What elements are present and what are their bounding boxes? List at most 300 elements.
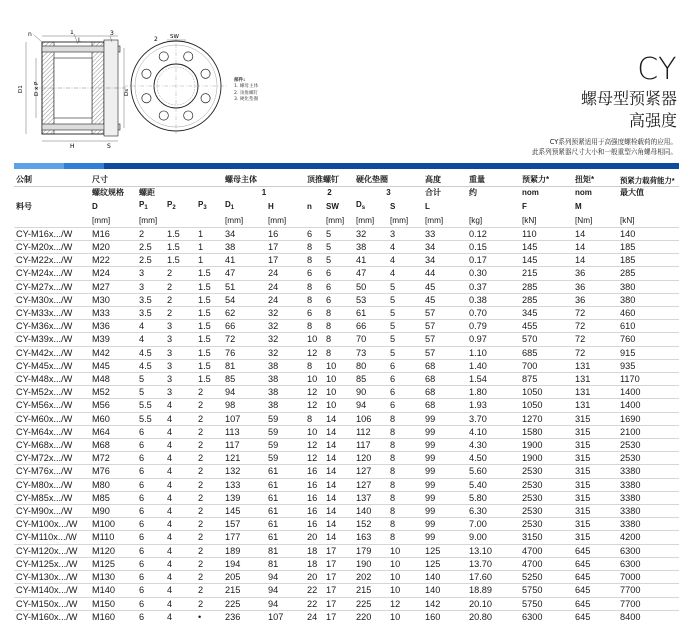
table-cell: 107 (266, 610, 305, 623)
table-cell: 6 (388, 399, 423, 412)
part-number-cell: CY-M68x.../W (14, 439, 90, 452)
hdr-bolt-num: 2 (327, 188, 332, 198)
table-cell: 14 (573, 241, 618, 254)
table-cell: 121 (223, 452, 266, 465)
table-cell: 72 (573, 307, 618, 320)
table-cell: 1 (196, 254, 223, 267)
hdr-total: 合计 (425, 188, 441, 198)
table-cell: 8 (305, 320, 324, 333)
table-cell: 99 (423, 439, 467, 452)
table-cell: 117 (223, 439, 266, 452)
hdr-unit-system: 公制 (14, 174, 90, 187)
table-cell: 18 (305, 557, 324, 570)
table-row (14, 293, 679, 306)
table-row (14, 531, 679, 544)
table-cell: 2530 (520, 518, 573, 531)
table-cell: 59 (266, 412, 305, 425)
table-cell: 5250 (520, 571, 573, 584)
table-cell: 16 (305, 465, 324, 478)
table-cell: 5 (137, 373, 165, 386)
table-cell: M85 (90, 491, 137, 504)
table-cell: M130 (90, 571, 137, 584)
table-cell: 5 (388, 307, 423, 320)
table-cell: 107 (223, 412, 266, 425)
table-cell: 3 (165, 346, 196, 359)
table-cell: 460 (618, 307, 679, 320)
legend-item-3: 3. 硬化垫圈 (234, 97, 259, 103)
table-cell: 142 (423, 597, 467, 610)
side-section-drawing (14, 30, 134, 148)
table-cell: 10 (388, 584, 423, 597)
hdr-Ds: $D_s$ (356, 200, 366, 212)
table-cell: 10 (388, 557, 423, 570)
table-cell: 645 (573, 557, 618, 570)
table-cell: 2 (196, 531, 223, 544)
table-cell: 18 (305, 544, 324, 557)
table-row (14, 491, 679, 504)
table-cell: 4 (165, 610, 196, 623)
table-row (14, 439, 679, 452)
table-cell: 17 (324, 544, 354, 557)
table-cell: 2 (196, 386, 223, 399)
table-cell: 1.40 (467, 359, 520, 372)
table-cell: 4 (165, 399, 196, 412)
table-cell: 131 (573, 359, 618, 372)
table-cell: 36 (573, 293, 618, 306)
table-cell: 59 (266, 425, 305, 438)
table-cell: M120 (90, 544, 137, 557)
unit-cell: [Nm] (575, 215, 593, 225)
table-row (14, 452, 679, 465)
hdr-P1: $P_1$ (139, 200, 148, 212)
table-cell: 16 (305, 518, 324, 531)
hdr-H: H (268, 201, 274, 211)
table-cell: 315 (573, 425, 618, 438)
table-cell: 32 (266, 346, 305, 359)
table-cell: 4.50 (467, 452, 520, 465)
table-cell: 8 (305, 412, 324, 425)
table-cell: 3 (388, 227, 423, 240)
table-cell: 14 (324, 531, 354, 544)
hdr-P3: $P_3$ (198, 200, 207, 212)
table-cell: 6 (137, 571, 165, 584)
table-cell: 145 (223, 505, 266, 518)
table-cell: 2 (196, 584, 223, 597)
table-cell: 99 (423, 412, 467, 425)
table-cell: 315 (573, 505, 618, 518)
table-row (14, 280, 679, 293)
table-cell: 3 (165, 359, 196, 372)
table-cell: 20.10 (467, 597, 520, 610)
table-row (14, 254, 679, 267)
table-cell: 81 (223, 359, 266, 372)
table-cell: 99 (423, 425, 467, 438)
label-D1: D1 (18, 85, 24, 93)
table-cell: 1.5 (165, 254, 196, 267)
label-part3: 3 (110, 30, 114, 37)
table-cell: 6 (137, 610, 165, 623)
table-cell: 5 (324, 227, 354, 240)
table-cell: 53 (354, 293, 388, 306)
bolt-hole (201, 94, 210, 103)
table-cell: 1050 (520, 399, 573, 412)
unit-cell: [mm] (225, 215, 244, 225)
table-cell: 4 (165, 478, 196, 491)
hdr-F: F (522, 201, 527, 211)
hdr-approx: 约 (469, 188, 477, 198)
table-cell: 8 (388, 505, 423, 518)
table-cell: 8 (324, 346, 354, 359)
table-cell: 47 (354, 267, 388, 280)
table-cell: 6 (137, 491, 165, 504)
label-D: D x P (34, 81, 40, 96)
table-cell: 38 (354, 241, 388, 254)
label-H: H (70, 143, 75, 148)
table-cell: 2 (196, 465, 223, 478)
table-cell: 4 (165, 412, 196, 425)
unit-cell: [mm] (139, 215, 158, 225)
table-cell: 1.54 (467, 373, 520, 386)
table-cell: 2 (196, 505, 223, 518)
table-cell: M150 (90, 597, 137, 610)
table-cell: 10 (324, 399, 354, 412)
table-cell: 8400 (618, 610, 679, 623)
table-cell: 220 (354, 610, 388, 623)
table-row (14, 571, 679, 584)
table-cell: 17 (324, 610, 354, 623)
table-cell: 7700 (618, 584, 679, 597)
table-cell: 4 (388, 254, 423, 267)
table-cell: 4 (137, 333, 165, 346)
table-cell: 14 (324, 425, 354, 438)
table-cell: 99 (423, 452, 467, 465)
table-cell: M110 (90, 531, 137, 544)
table-cell: 66 (223, 320, 266, 333)
table-row (14, 346, 679, 359)
table-cell: 38 (266, 373, 305, 386)
table-cell: 1.93 (467, 399, 520, 412)
table-cell: 8 (305, 241, 324, 254)
table-cell: 4200 (618, 531, 679, 544)
table-cell: 179 (354, 544, 388, 557)
table-cell: 1690 (618, 412, 679, 425)
table-cell: 90 (354, 386, 388, 399)
table-cell: 68 (423, 359, 467, 372)
table-cell: 8 (305, 254, 324, 267)
table-cell: 6 (137, 478, 165, 491)
table-cell: 315 (573, 491, 618, 504)
table-cell: 17 (266, 241, 305, 254)
table-cell: 4 (165, 571, 196, 584)
table-cell: 2530 (618, 439, 679, 452)
table-cell: 1.5 (196, 280, 223, 293)
table-cell: 1.80 (467, 386, 520, 399)
table-cell: 4 (165, 544, 196, 557)
table-cell: M160 (90, 610, 137, 623)
table-cell: M52 (90, 386, 137, 399)
table-cell: 10 (388, 544, 423, 557)
table-cell: 3150 (520, 531, 573, 544)
table-cell: 8 (305, 359, 324, 372)
unit-row (14, 215, 679, 228)
label-L: L (78, 37, 82, 44)
table-cell: 315 (573, 439, 618, 452)
unit-cell: [kg] (469, 215, 483, 225)
table-cell: 2 (165, 280, 196, 293)
table-cell: 0.12 (467, 227, 520, 240)
table-cell: 2530 (520, 465, 573, 478)
table-cell: 32 (266, 320, 305, 333)
table-cell: 50 (354, 280, 388, 293)
table-cell: M22 (90, 254, 137, 267)
table-cell: 72 (573, 320, 618, 333)
table-cell: 5 (388, 280, 423, 293)
table-cell: 24 (305, 610, 324, 623)
table-cell: 2 (196, 597, 223, 610)
table-cell: 3.5 (137, 307, 165, 320)
table-row (14, 399, 679, 412)
table-cell: 3 (165, 373, 196, 386)
table-cell: 3 (165, 333, 196, 346)
table-cell: M140 (90, 584, 137, 597)
table-cell: 85 (354, 373, 388, 386)
unit-cell: [mm] (425, 215, 444, 225)
table-cell: 315 (573, 518, 618, 531)
table-cell: 6 (137, 518, 165, 531)
table-row (14, 267, 679, 280)
table-cell: 110 (520, 227, 573, 240)
table-cell: 68 (423, 399, 467, 412)
table-cell: 22 (305, 584, 324, 597)
table-cell: 5750 (520, 584, 573, 597)
table-cell: 2 (165, 293, 196, 306)
table-cell: 4 (388, 267, 423, 280)
part-number-cell: CY-M90x.../W (14, 505, 90, 518)
table-cell: 6 (137, 557, 165, 570)
table-cell: 1900 (520, 439, 573, 452)
table-cell: 4 (165, 597, 196, 610)
label-Ds: Ds (124, 88, 130, 96)
table-cell: 2 (165, 307, 196, 320)
table-cell: 33 (423, 227, 467, 240)
table-row (14, 425, 679, 438)
table-cell: 32 (266, 333, 305, 346)
table-cell: 215 (354, 584, 388, 597)
table-cell: 2530 (520, 491, 573, 504)
unit-cell (196, 215, 223, 228)
table-cell: 315 (573, 465, 618, 478)
table-cell: 99 (423, 505, 467, 518)
table-cell: 61 (266, 505, 305, 518)
product-code: CY (637, 52, 677, 87)
table-cell: 4 (165, 557, 196, 570)
table-cell: 5 (324, 241, 354, 254)
table-cell: M68 (90, 439, 137, 452)
table-cell: 8 (388, 518, 423, 531)
table-cell: 5.80 (467, 491, 520, 504)
table-cell: 8 (388, 425, 423, 438)
table-cell: 4 (165, 491, 196, 504)
table-cell: 285 (520, 293, 573, 306)
table-cell: 160 (423, 610, 467, 623)
table-cell: 4700 (520, 557, 573, 570)
hdr-thread-spec: 螺纹规格 (92, 188, 124, 198)
legend-item-2: 2. 顶推螺钉 (234, 90, 259, 96)
table-cell: 1.5 (165, 227, 196, 240)
table-cell: 2 (196, 452, 223, 465)
table-cell: 13.70 (467, 557, 520, 570)
table-cell: 4.5 (137, 359, 165, 372)
table-cell: 36 (573, 267, 618, 280)
table-cell: 14 (324, 518, 354, 531)
label-S: S (107, 143, 111, 148)
table-cell: 76 (223, 346, 266, 359)
table-cell: 6 (324, 267, 354, 280)
table-cell: 3 (165, 320, 196, 333)
table-cell: 0.70 (467, 307, 520, 320)
table-cell: 6 (305, 227, 324, 240)
table-cell: 2 (196, 544, 223, 557)
part-number-cell: CY-M56x.../W (14, 399, 90, 412)
table-cell: 2 (165, 267, 196, 280)
table-cell: 8 (388, 491, 423, 504)
product-title: 螺母型预紧器 (580, 89, 677, 108)
table-cell: M20 (90, 241, 137, 254)
table-cell: 10 (305, 373, 324, 386)
table-cell: 205 (223, 571, 266, 584)
table-cell: 17 (324, 597, 354, 610)
table-cell: 6 (137, 505, 165, 518)
table-cell: 3380 (618, 478, 679, 491)
table-cell: 57 (423, 333, 467, 346)
table-cell: 0.79 (467, 320, 520, 333)
table-cell: 20.80 (467, 610, 520, 623)
table-cell: 189 (223, 544, 266, 557)
table-cell: 2 (196, 478, 223, 491)
table-cell: 2 (196, 557, 223, 570)
table-cell: 12 (305, 439, 324, 452)
table-cell: 94 (354, 399, 388, 412)
table-cell: 3.70 (467, 412, 520, 425)
product-subtitle: 高强度 (628, 111, 677, 130)
table-cell: 1.5 (196, 359, 223, 372)
table-cell: 0.15 (467, 241, 520, 254)
table-cell: 6 (324, 280, 354, 293)
table-cell: 1.5 (196, 373, 223, 386)
table-cell: 131 (573, 399, 618, 412)
table-cell: 140 (423, 571, 467, 584)
table-cell: 127 (354, 465, 388, 478)
table-cell: M24 (90, 267, 137, 280)
hdr-max: 最大值 (620, 188, 644, 198)
table-cell: 8 (324, 320, 354, 333)
table-cell: 2 (196, 518, 223, 531)
table-cell: 5 (388, 346, 423, 359)
table-cell: 3 (165, 386, 196, 399)
table-cell: 14 (324, 452, 354, 465)
table-cell: 1050 (520, 386, 573, 399)
bolt-hole (184, 52, 193, 61)
table-cell: 14 (573, 254, 618, 267)
hdr-part-no: 料号 (16, 201, 32, 211)
table-row (14, 465, 679, 478)
table-cell: M76 (90, 465, 137, 478)
table-cell: 24 (266, 267, 305, 280)
part-number-cell: CY-M30x.../W (14, 293, 90, 306)
table-cell: 645 (573, 544, 618, 557)
accent-segment (64, 163, 104, 169)
table-cell: 6.30 (467, 505, 520, 518)
table-cell: 1.5 (196, 307, 223, 320)
table-cell: 645 (573, 610, 618, 623)
table-cell: 8 (388, 412, 423, 425)
top-view-drawing (120, 32, 228, 134)
table-cell: 99 (423, 465, 467, 478)
table-cell: 36 (573, 280, 618, 293)
table-cell: 700 (520, 359, 573, 372)
part-number-cell: CY-M72x.../W (14, 452, 90, 465)
table-cell: 610 (618, 320, 679, 333)
table-row (14, 386, 679, 399)
table-cell: 8 (388, 465, 423, 478)
table-cell: 120 (354, 452, 388, 465)
header-row-2 (14, 187, 679, 200)
table-cell: 94 (266, 571, 305, 584)
table-row (14, 241, 679, 254)
table-cell: 345 (520, 307, 573, 320)
table-cell: 3 (137, 280, 165, 293)
table-row (14, 505, 679, 518)
table-cell: M72 (90, 452, 137, 465)
unit-cell: [mm] (268, 215, 287, 225)
table-cell: 14 (324, 478, 354, 491)
header-row-3 (14, 199, 679, 214)
hdr-SW: SW (326, 201, 339, 211)
table-row (14, 610, 679, 623)
table-cell: 61 (354, 307, 388, 320)
table-cell: 10 (324, 373, 354, 386)
table-cell: 132 (223, 465, 266, 478)
part-number-cell: CY-M130x.../W (14, 571, 90, 584)
table-cell: 66 (354, 320, 388, 333)
table-cell: 4 (165, 584, 196, 597)
table-cell: 14 (324, 412, 354, 425)
table-cell: 645 (573, 597, 618, 610)
table-cell: 3.5 (137, 293, 165, 306)
table-cell: 5 (137, 386, 165, 399)
table-cell: 7.00 (467, 518, 520, 531)
table-cell: 4 (137, 320, 165, 333)
table-row (14, 333, 679, 346)
table-cell: 99 (423, 531, 467, 544)
accent-segment (14, 163, 64, 169)
table-cell: 24 (266, 293, 305, 306)
part-number-cell: CY-M27x.../W (14, 280, 90, 293)
table-cell: 94 (223, 386, 266, 399)
table-cell: 5.60 (467, 465, 520, 478)
header-accent-bar (14, 163, 679, 169)
table-cell: 41 (354, 254, 388, 267)
table-cell: 6 (137, 439, 165, 452)
table-cell: 2530 (520, 478, 573, 491)
table-cell: 72 (223, 333, 266, 346)
hdr-jack-bolt: 顶推螺钉 (305, 174, 354, 187)
table-cell: 68 (423, 386, 467, 399)
table-cell: 139 (223, 491, 266, 504)
table-cell: 34 (223, 227, 266, 240)
table-cell: 0.17 (467, 254, 520, 267)
table-cell: 59 (266, 452, 305, 465)
